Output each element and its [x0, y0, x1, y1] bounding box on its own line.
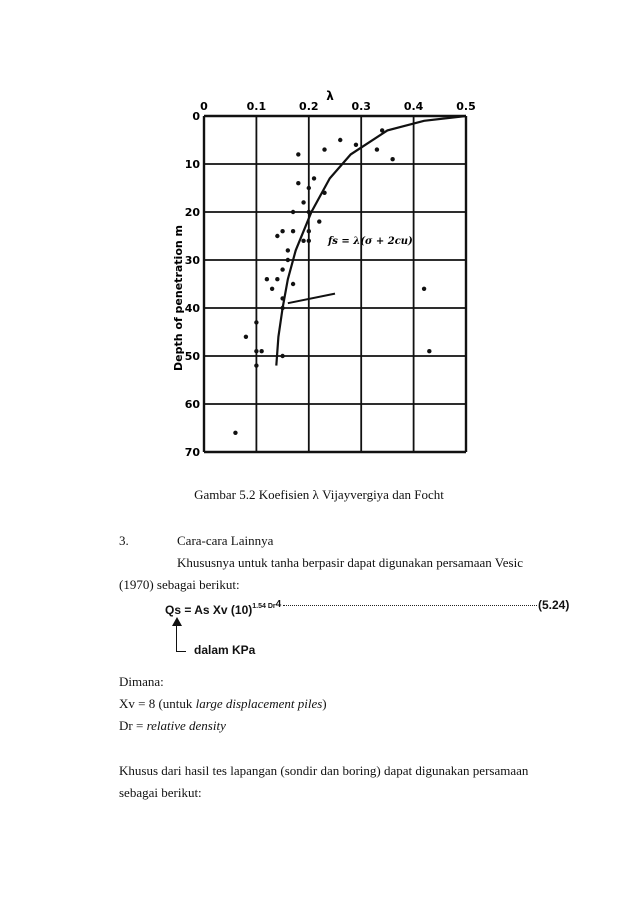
data-point [317, 219, 321, 223]
x-tick-label: 0.3 [351, 100, 371, 113]
x-tick-label: 0.5 [456, 100, 476, 113]
y-tick-label: 70 [184, 446, 200, 459]
dimana-label: Dimana: [119, 674, 164, 689]
equation-lhs: Qs = As Xv (10) [165, 603, 253, 617]
data-point [307, 229, 311, 233]
data-point [291, 282, 295, 286]
y-tick-label: 40 [184, 302, 200, 315]
data-point [291, 229, 295, 233]
data-point [265, 277, 269, 281]
xv-definition [119, 695, 327, 713]
data-point [280, 267, 284, 271]
equation-leader-dots [283, 603, 537, 606]
x-tick-label: 0.4 [403, 100, 424, 113]
chart-grid [204, 116, 466, 452]
section-number: 3. [119, 533, 129, 548]
data-point [296, 181, 300, 185]
chart-title: λ [326, 89, 334, 103]
data-point [280, 229, 284, 233]
arrow-label: dalam KPa [194, 643, 256, 657]
equation [165, 599, 281, 617]
data-point [301, 200, 305, 204]
y-tick-label: 10 [184, 158, 200, 171]
dr-prefix: Dr = [119, 718, 147, 733]
paragraph-1-line-1: Khususnya untuk tanha berpasir dapat digunakan persamaan Vesic [177, 555, 523, 570]
y-tick-label: 20 [184, 206, 200, 219]
data-point [275, 277, 279, 281]
data-point [259, 349, 263, 353]
data-point [286, 248, 290, 252]
data-point [254, 320, 258, 324]
xv-suffix: ) [322, 696, 327, 711]
figure-caption: Gambar 5.2 Koefisien λ Vijayvergiya dan Focht [194, 487, 444, 502]
x-tick-label: 0.1 [246, 100, 267, 113]
data-point [338, 138, 342, 142]
data-point [244, 335, 248, 339]
y-axis-label: Depth of penetration m [172, 225, 185, 371]
data-point [354, 143, 358, 147]
data-point [233, 431, 237, 435]
paragraph-2-line-1: Khusus dari hasil tes lapangan (sondir dan boring) dapat digunakan persamaan [119, 763, 529, 778]
data-point [312, 176, 316, 180]
data-point [254, 349, 258, 353]
up-arrow-icon [172, 617, 182, 626]
paragraph-1-line-2: (1970) sebagai berikut: [119, 577, 240, 592]
data-point [296, 152, 300, 156]
arrow-foot [176, 651, 186, 652]
paragraph-2-line-2: sebagai berikut: [119, 785, 202, 800]
data-point [254, 363, 258, 367]
y-tick-label: 50 [184, 350, 200, 363]
data-point [322, 191, 326, 195]
data-point [280, 306, 284, 310]
data-point [280, 296, 284, 300]
data-point [286, 258, 290, 262]
xv-italic: large displacement piles [195, 696, 323, 711]
data-point [390, 157, 394, 161]
y-tick-label: 30 [184, 254, 200, 267]
equation-exponent: 1.54 Dr [252, 603, 276, 610]
x-tick-label: 0.2 [299, 100, 319, 113]
dr-italic: relative density [146, 718, 226, 733]
formula-annotation: fs = λ(σ + 2cu) [328, 236, 413, 247]
data-point [380, 128, 384, 132]
y-tick-labels [185, 110, 201, 459]
x-tick-labels [200, 100, 476, 113]
dr-definition [119, 717, 226, 735]
equation-number: (5.24) [538, 598, 570, 612]
xv-prefix: Xv = 8 (untuk [119, 696, 196, 711]
data-point [270, 287, 274, 291]
y-tick-label: 0 [192, 110, 200, 123]
data-point [301, 239, 305, 243]
data-point [375, 147, 379, 151]
data-point [307, 186, 311, 190]
arrow-stem [176, 624, 177, 651]
trend-segment [288, 294, 335, 304]
section-title: Cara-cara Lainnya [177, 533, 274, 548]
data-point [307, 210, 311, 214]
data-point [280, 354, 284, 358]
data-point [291, 210, 295, 214]
data-point [322, 147, 326, 151]
data-point [307, 239, 311, 243]
y-tick-label: 60 [184, 398, 200, 411]
data-point [422, 287, 426, 291]
x-tick-label: 0 [200, 100, 208, 113]
data-point [427, 349, 431, 353]
data-point [275, 234, 279, 238]
equation-exponent-power: 4 [275, 599, 282, 610]
vijayvergiya-focht-chart [160, 88, 490, 468]
